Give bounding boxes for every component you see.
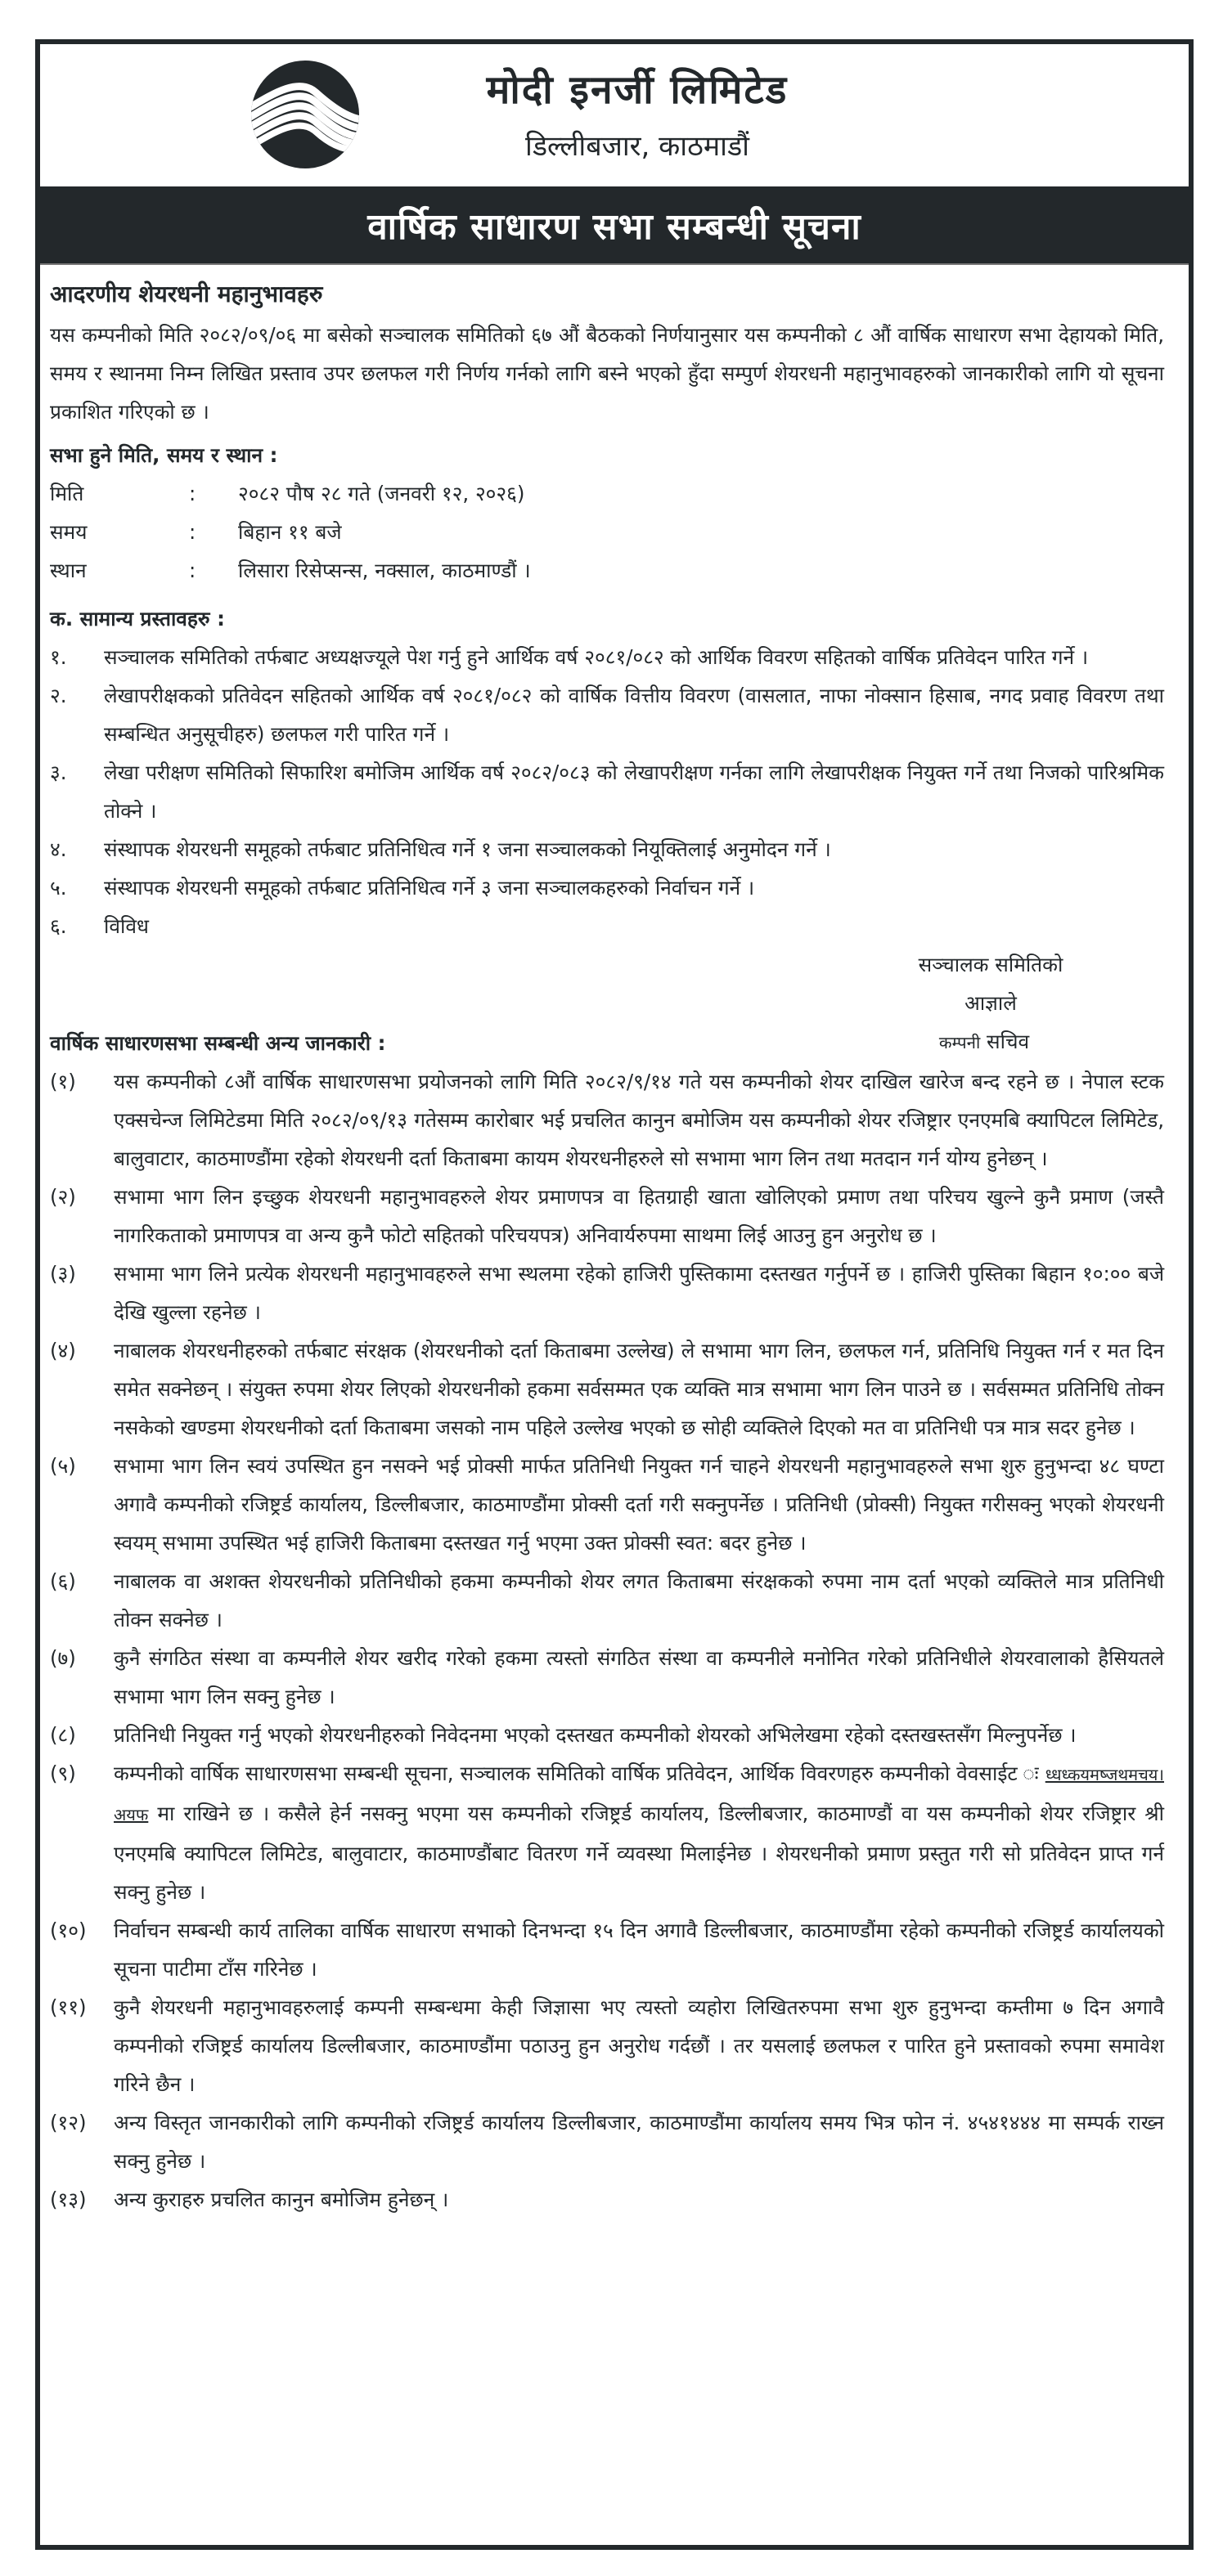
info-number: (४) (50, 1339, 76, 1362)
info-item (50, 1988, 1164, 2103)
info-text: अन्य कुराहरु प्रचलित कानुन बमोजिम हुनेछन् । (114, 2188, 449, 2211)
proposal-item (50, 676, 1164, 753)
proposal-number: ५. (50, 876, 67, 900)
info-text: यस कम्पनीको ८औं वार्षिक साधारणसभा प्रयोजनको लागि मिति २०८२/९/१४ गते यस कम्पनीको शेयर दाखिल खारेज बन्द रहने छ । नेपाल स्टक एक्सचेन्ज लिमिटेडमा मिति २०८२/०९/१३ गतेसम्म कारोबार भई प्रचलित कानुन बमोजिम यस कम्पनीको शेयर रजिष्ट्रार एनएमबि क्यापिटल लिमिटेड, बालुवाटार, काठमाण्डौंमा रहेको शेयरधनी दर्ता किताबमा कायम शेयरधनीहरुले सो सभामा भाग लिन तथा मतदान गर्न योग्य हुनेछन् । (114, 1070, 1164, 1170)
info-text: सभामा भाग लिन इच्छुक शेयरधनी महानुभावहरुले शेयर प्रमाणपत्र वा हितग्राही खाता खोलिएको प्रमाण तथा परिचय खुल्ने कुनै प्रमाण (जस्तै नागरिकताको प्रमाणपत्र वा अन्य कुनै फोटो सहितको परिचयपत्र) अनिवार्यरुपमा साथमा लिई आउनु हुन अनुरोध छ । (114, 1185, 1164, 1247)
company-website-link[interactable]: ध्धध्कयमष्जथमचय।अयफ (114, 1765, 1164, 1824)
info-number: (९) (50, 1761, 76, 1785)
signature-line-1: सञ्चालक समितिको (918, 953, 1063, 976)
separator-colon: : (189, 482, 196, 505)
info-text: प्रतिनिधी नियुक्त गर्नु भएको शेयरधनीहरुको निवेदनमा भएको दस्तखत कम्पनीको शेयरको अभिलेखमा रहेको दस्तखस्तसँग मिल्नुपर्नेछ । (114, 1723, 1077, 1747)
salutation: आदरणीय शेयरधनी महानुभावहरु (50, 280, 323, 307)
proposal-number: १. (50, 645, 67, 669)
website-prefix: कम्पनीको वेवसाईट (879, 1761, 1039, 1785)
info-text-part-1: कम्पनीको वार्षिक साधारणसभा सम्बन्धी सूचना, सञ्चालक समितिको वार्षिक प्रतिवेदन, आर्थिक विवरणहरु (114, 1761, 874, 1785)
info-number: (५) (50, 1454, 76, 1478)
meeting-details (50, 474, 1164, 590)
proposal-item (50, 868, 1164, 907)
info-item (50, 1716, 1164, 1754)
signature-line-2: आज्ञाले (964, 991, 1017, 1015)
meeting-time-row (50, 513, 1164, 551)
signature-block (868, 945, 1113, 1022)
proposal-text: सञ्चालक समितिको तर्फबाट अध्यक्षज्यूले पेश गर्नु हुने आर्थिक वर्ष २०८१/०८२ को आर्थिक विवरण सहितको वार्षिक प्रतिवेदन पारित गर्ने । (104, 645, 1089, 669)
other-info-heading: वार्षिक साधारणसभा सम्बन्धी अन्य जानकारी : (50, 1031, 386, 1055)
info-item (50, 1447, 1164, 1562)
info-number: (१०) (50, 1919, 87, 1942)
separator-colon: : (189, 559, 196, 582)
info-item (50, 1639, 1164, 1716)
info-text: कुनै संगठित संस्था वा कम्पनीले शेयर खरीद गरेको हकमा त्यस्तो संगठित संस्था वा कम्पनीले मनोनित गरेको प्रतिनिधीले शेयरवालाको हैसियतले सभामा भाग लिन सक्नु हुनेछ । (114, 1646, 1164, 1708)
info-text: निर्वाचन सम्बन्धी कार्य तालिका वार्षिक साधारण सभाको दिनभन्दा १५ दिन अगावै डिल्लीबजार, काठमाण्डौंमा रहेको कम्पनीको रजिष्ट्रर्ड कार्यालयको सूचना पाटीमा टाँस गरिनेछ । (114, 1919, 1164, 1981)
meeting-details-heading: सभा हुने मिति, समय र स्थान : (50, 443, 278, 467)
info-number: (१३) (50, 2188, 87, 2211)
proposal-text: लेखापरीक्षकको प्रतिवेदन सहितको आर्थिक वर्ष २०८१/०८२ को वार्षिक वित्तीय विवरण (वासलात, नाफा नोक्सान हिसाब, नगद प्रवाह विवरण तथा सम्बन्धित अनुसूचीहरु) छलफल गरी पारित गर्ने । (104, 684, 1164, 746)
company-address: डिल्लीबजार, काठमाडौं (525, 130, 749, 163)
other-info-heading-row (50, 1022, 1164, 1062)
letterhead (40, 44, 1189, 186)
info-item (50, 1254, 1164, 1331)
proposal-number: ६. (50, 914, 67, 938)
intro-paragraph: यस कम्पनीको मिति २०८२/०९/०६ मा बसेको सञ्चालक समितिको ६७ औं बैठकको निर्णयानुसार यस कम्पनीको ८ औं वार्षिक साधारण सभा देहायको मिति, समय र स्थानमा निम्न लिखित प्रस्ताव उपर छलफल गरी निर्णय गर्नको लागि बस्ने भएको हुँदा सम्पुर्ण शेयरधनी महानुभावहरुको जानकारीको लागि यो सूचना प्रकाशित गरिएको छ । (50, 323, 1164, 424)
info-number: (११) (50, 1995, 87, 2019)
info-text-part-2: मा राखिने छ । कसैले हेर्न नसक्नु भएमा यस कम्पनीको रजिष्ट्रर्ड कार्यालय, डिल्लीबजार, काठमाण्डौं वा यस कम्पनीको शेयर रजिष्ट्रार श्री एनएमबि क्यापिटल लिमिटेड, बालुवाटार, काठमाण्डौंबाट वितरण गर्ने व्यवस्था मिलाईनेछ । शेयरधनीको प्रमाण प्रस्तुत गरी सो प्रतिवेदन प्राप्त गर्न सक्नु हुनेछ । (114, 1802, 1164, 1904)
signature-line-3: सचिव (987, 1030, 1030, 1053)
proposal-number: २. (50, 684, 67, 707)
company-logo-icon (250, 60, 360, 169)
info-item (50, 1331, 1164, 1447)
info-number: (८) (50, 1723, 76, 1747)
proposal-text: विविध (104, 914, 150, 938)
info-item (50, 1562, 1164, 1639)
info-item (50, 1754, 1164, 1911)
info-number: (१२) (50, 2111, 87, 2134)
proposal-text: लेखा परीक्षण समितिको सिफारिश बमोजिम आर्थिक वर्ष २०८२/०८३ को लेखापरीक्षण गर्नका लागि लेखापरीक्षक नियुक्त गर्ने तथा निजको पारिश्रमिक तोक्ने । (104, 761, 1164, 823)
notice-frame (35, 39, 1194, 2550)
info-number: (१) (50, 1070, 76, 1093)
proposal-item (50, 830, 1164, 868)
info-item (50, 1911, 1164, 1988)
info-text: कुनै शेयरधनी महानुभावहरुलाई कम्पनी सम्बन्धमा केही जिज्ञासा भए त्यस्तो व्यहोरा लिखितरुपमा सभा शुरु हुनुभन्दा कम्तीमा ७ दिन अगावै कम्पनीको रजिष्ट्रर्ड कार्यालय डिल्लीबजार, काठमाण्डौंमा पठाउनु हुन अनुरोध गर्दछौं । तर यसलाई छलफल र पारित हुने प्रस्तावको रुपमा समावेश गरिने छैन । (114, 1995, 1164, 2096)
notice-title-band (40, 186, 1189, 265)
info-number: (७) (50, 1646, 76, 1670)
info-number: (३) (50, 1262, 76, 1286)
company-name: मोदी इनर्जी लिमिटेड (486, 67, 789, 113)
meeting-venue-row (50, 551, 1164, 590)
proposal-item (50, 753, 1164, 830)
signature-title (861, 1022, 1107, 1062)
info-number: (६) (50, 1569, 76, 1593)
meeting-time-label: समय (50, 520, 88, 544)
signature-line-3-prefix: कम्पनी (938, 1033, 981, 1052)
notice-title: वार्षिक साधारण सभा सम्बन्धी सूचना (367, 206, 861, 248)
info-text: अन्य विस्तृत जानकारीको लागि कम्पनीको रजिष्ट्रर्ड कार्यालय डिल्लीबजार, काठमाण्डौंमा कार्यालय समय भित्र फोन नं. ४५४१४४४ मा सम्पर्क राख्न सक्नु हुनेछ । (114, 2111, 1164, 2173)
meeting-time-value: बिहान ११ बजे (238, 520, 342, 544)
info-number: (२) (50, 1185, 76, 1209)
info-item (50, 1062, 1164, 1178)
info-text: नाबालक वा अशक्त शेयरधनीको प्रतिनिधीको हकमा कम्पनीको शेयर लगत किताबमा संरक्षकको रुपमा नाम दर्ता भएको व्यक्तिले मात्र प्रतिनिधी तोक्न सक्नेछ । (114, 1569, 1164, 1631)
info-item (50, 1178, 1164, 1254)
other-info-list (50, 1062, 1164, 2219)
meeting-date-label: मिति (50, 482, 84, 505)
general-proposals-heading: क. सामान्य प्रस्तावहरु : (50, 607, 225, 631)
proposal-text: संस्थापक शेयरधनी समूहको तर्फबाट प्रतिनिधित्व गर्ने १ जना सञ्चालकको नियूक्तिलाई अनुमोदन गर्ने । (104, 837, 831, 861)
general-proposals-list (50, 638, 1164, 945)
proposal-number: ४. (50, 837, 67, 861)
meeting-date-row (50, 474, 1164, 513)
proposal-number: ३. (50, 761, 67, 784)
info-text: सभामा भाग लिन स्वयं उपस्थित हुन नसक्ने भई प्रोक्सी मार्फत प्रतिनिधी नियुक्त गर्न चाहने शेयरधनी महानुभावहरुले सभा शुरु हुनुभन्दा ४८ घण्टा अगावै कम्पनीको रजिष्ट्रर्ड कार्यालय, डिल्लीबजार, काठमाण्डौंमा प्रोक्सी दर्ता गरी सक्नुपर्नेछ । प्रतिनिधी (प्रोक्सी) नियुक्त गरीसक्नु भएको शेयरधनी स्वयम् सभामा उपस्थित भई हाजिरी किताबमा दस्तखत गर्नु भएमा उक्त प्रोक्सी स्वत: बदर हुनेछ । (114, 1454, 1164, 1555)
meeting-venue-label: स्थान (50, 559, 87, 582)
meeting-date-value: २०८२ पौष २८ गते (जनवरी १२, २०२६) (238, 482, 525, 505)
meeting-venue-value: लिसारा रिसेप्सन्स, नक्साल, काठमाण्डौं । (238, 559, 531, 582)
separator-colon: : (189, 520, 196, 544)
info-text: सभामा भाग लिने प्रत्येक शेयरधनी महानुभावहरुले सभा स्थलमा रहेको हाजिरी पुस्तिकामा दस्तखत गर्नुपर्ने छ । हाजिरी पुस्तिका बिहान १०:०० बजे देखि खुल्ला रहनेछ । (114, 1262, 1164, 1324)
info-item (50, 2180, 1164, 2219)
info-text: नाबालक शेयरधनीहरुको तर्फबाट संरक्षक (शेयरधनीको दर्ता किताबमा उल्लेख) ले सभामा भाग लिन, छलफल गर्न, प्रतिनिधि नियुक्त गर्न र मत दिन समेत सक्नेछन् । संयुक्त रुपमा शेयर लिएको शेयरधनीको हकमा सर्वसम्मत एक व्यक्ति मात्र सभामा भाग लिन पाउने छ । सर्वसम्मत प्रतिनिधि तोक्न नसकेको खण्डमा शेयरधनीको दर्ता किताबमा जसको नाम पहिले उल्लेख भएको छ सोही व्यक्तिले दिएको मत वा प्रतिनिधी पत्र मात्र सदर हुनेछ । (114, 1339, 1164, 1439)
info-item (50, 2103, 1164, 2180)
proposal-item (50, 638, 1164, 676)
info-text (114, 1754, 1164, 1911)
proposal-text: संस्थापक शेयरधनी समूहको तर्फबाट प्रतिनिधित्व गर्ने ३ जना सञ्चालकहरुको निर्वाचन गर्ने । (104, 876, 755, 900)
notice-body (40, 265, 1189, 2219)
proposal-item (50, 907, 1164, 945)
